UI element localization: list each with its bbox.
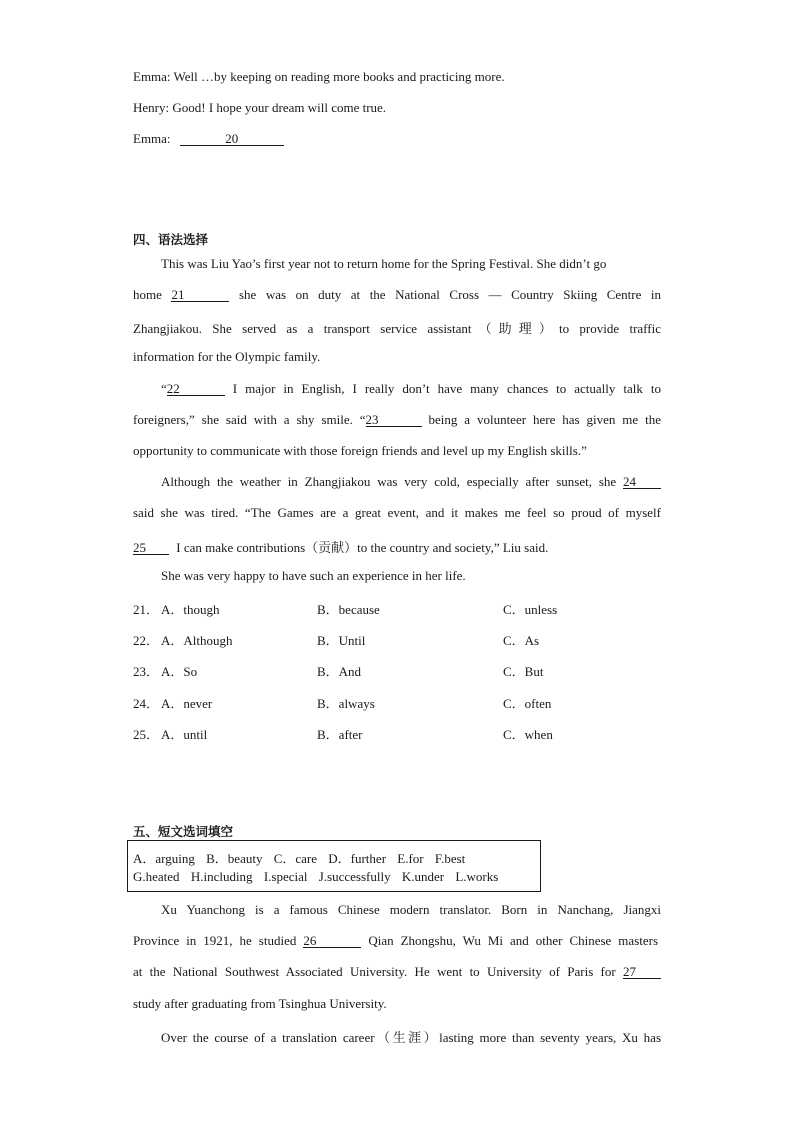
passage-line: This was Liu Yao’s first year not to return home for the Spring Festival. She didn’t go: [161, 256, 607, 271]
answer-blank-23[interactable]: 23: [366, 413, 422, 427]
word-option-k: K.under: [401, 869, 445, 884]
answer-blank-25[interactable]: 25: [133, 541, 169, 555]
passage-line: study after graduating from Tsinghua University.: [133, 996, 387, 1011]
word-option-b: B．beauty: [206, 851, 263, 866]
answer-blank-24[interactable]: 24: [623, 475, 661, 489]
option-21-b[interactable]: B．because: [317, 602, 380, 617]
option-25-c[interactable]: C．when: [503, 727, 553, 742]
passage-line: said she was tired. “The Games are a great event, and it makes me feel so proud of myself: [133, 505, 661, 520]
question-21-number: 21．: [133, 602, 160, 617]
dialogue-line-emma-2: [133, 131, 284, 147]
speaker-label: Emma:: [133, 131, 171, 146]
answer-blank-26[interactable]: 26: [303, 934, 361, 948]
passage-line: Although the weather in Zhangjiakou was very cold, especially after sunset, she 24: [161, 474, 661, 490]
word-option-g: G.heated: [133, 869, 180, 884]
passage-line: Xu Yuanchong is a famous Chinese modern translator. Born in Nanchang, Jiangxi: [161, 902, 661, 917]
option-22-c[interactable]: C．As: [503, 633, 540, 648]
option-21-c[interactable]: C．unless: [503, 602, 558, 617]
answer-blank-27[interactable]: 27: [623, 965, 661, 979]
option-22-b[interactable]: B．Until: [317, 633, 366, 648]
passage-line: “22 I major in English, I really don’t have many chances to actually talk to: [161, 381, 661, 396]
option-23-b[interactable]: B．And: [317, 664, 362, 679]
section-4-title: 四、语法选择: [133, 232, 209, 247]
question-22-number: 22．: [133, 633, 160, 648]
answer-blank-21[interactable]: 21: [171, 288, 229, 302]
option-22-a[interactable]: A．Although: [161, 633, 233, 648]
dialogue-line-henry: Henry: Good! I hope your dream will come true.: [133, 100, 387, 115]
word-option-h: H.including: [190, 869, 253, 884]
option-25-b[interactable]: B．after: [317, 727, 363, 742]
passage-line: opportunity to communicate with those foreign friends and level up my English skills.”: [133, 443, 587, 458]
word-bank-row-1: [133, 848, 473, 867]
word-option-a: A．arguing: [133, 851, 195, 866]
passage-line: Over the course of a translation career（生涯）lasting more than seventy years, Xu has: [161, 1030, 661, 1045]
answer-blank-22[interactable]: 22: [167, 382, 225, 396]
word-bank-row-2: [133, 869, 506, 885]
passage-line: She was very happy to have such an experience in her life.: [161, 568, 466, 583]
word-option-f: F.best: [434, 851, 466, 866]
passage-line: home 21 she was on duty at the National Cross — Country Skiing Centre in: [133, 287, 662, 302]
option-24-b[interactable]: B．always: [317, 696, 375, 711]
word-option-e: E.for: [397, 851, 424, 866]
section-5-title: 五、短文选词填空: [133, 824, 234, 839]
answer-blank-20[interactable]: 20: [180, 132, 284, 146]
option-23-c[interactable]: C．But: [503, 664, 544, 679]
option-24-a[interactable]: A．never: [161, 696, 213, 711]
word-option-d: D．further: [328, 851, 387, 866]
option-23-a[interactable]: A．So: [161, 664, 198, 679]
word-option-i: I.special: [263, 869, 308, 884]
passage-line: 25 I can make contributions（贡献）to the country and society,” Liu said.: [133, 540, 549, 555]
word-option-c: C．care: [273, 851, 318, 866]
question-24-number: 24．: [133, 696, 160, 711]
word-option-j: J.successfully: [318, 869, 391, 884]
option-25-a[interactable]: A．until: [161, 727, 208, 742]
passage-line: information for the Olympic family.: [133, 349, 321, 364]
passage-line: foreigners,” she said with a shy smile. “23 being a volunteer here has given me the: [133, 412, 661, 427]
option-21-a[interactable]: A．though: [161, 602, 220, 617]
word-option-l: L.works: [455, 869, 499, 884]
passage-line: Zhangjiakou. She served as a transport service assistant（助理）to provide traffic: [133, 321, 661, 336]
option-24-c[interactable]: C．often: [503, 696, 552, 711]
dialogue-line-emma-1: Emma: Well …by keeping on reading more books and practicing more.: [133, 69, 505, 84]
passage-line: Province in 1921, he studied 26 Qian Zhongshu, Wu Mi and other Chinese masters: [133, 933, 659, 948]
word-bank-box: [127, 840, 541, 892]
question-23-number: 23．: [133, 664, 160, 679]
passage-line: at the National Southwest Associated University. He went to University of Paris for 27: [133, 964, 661, 980]
question-25-number: 25．: [133, 727, 160, 742]
